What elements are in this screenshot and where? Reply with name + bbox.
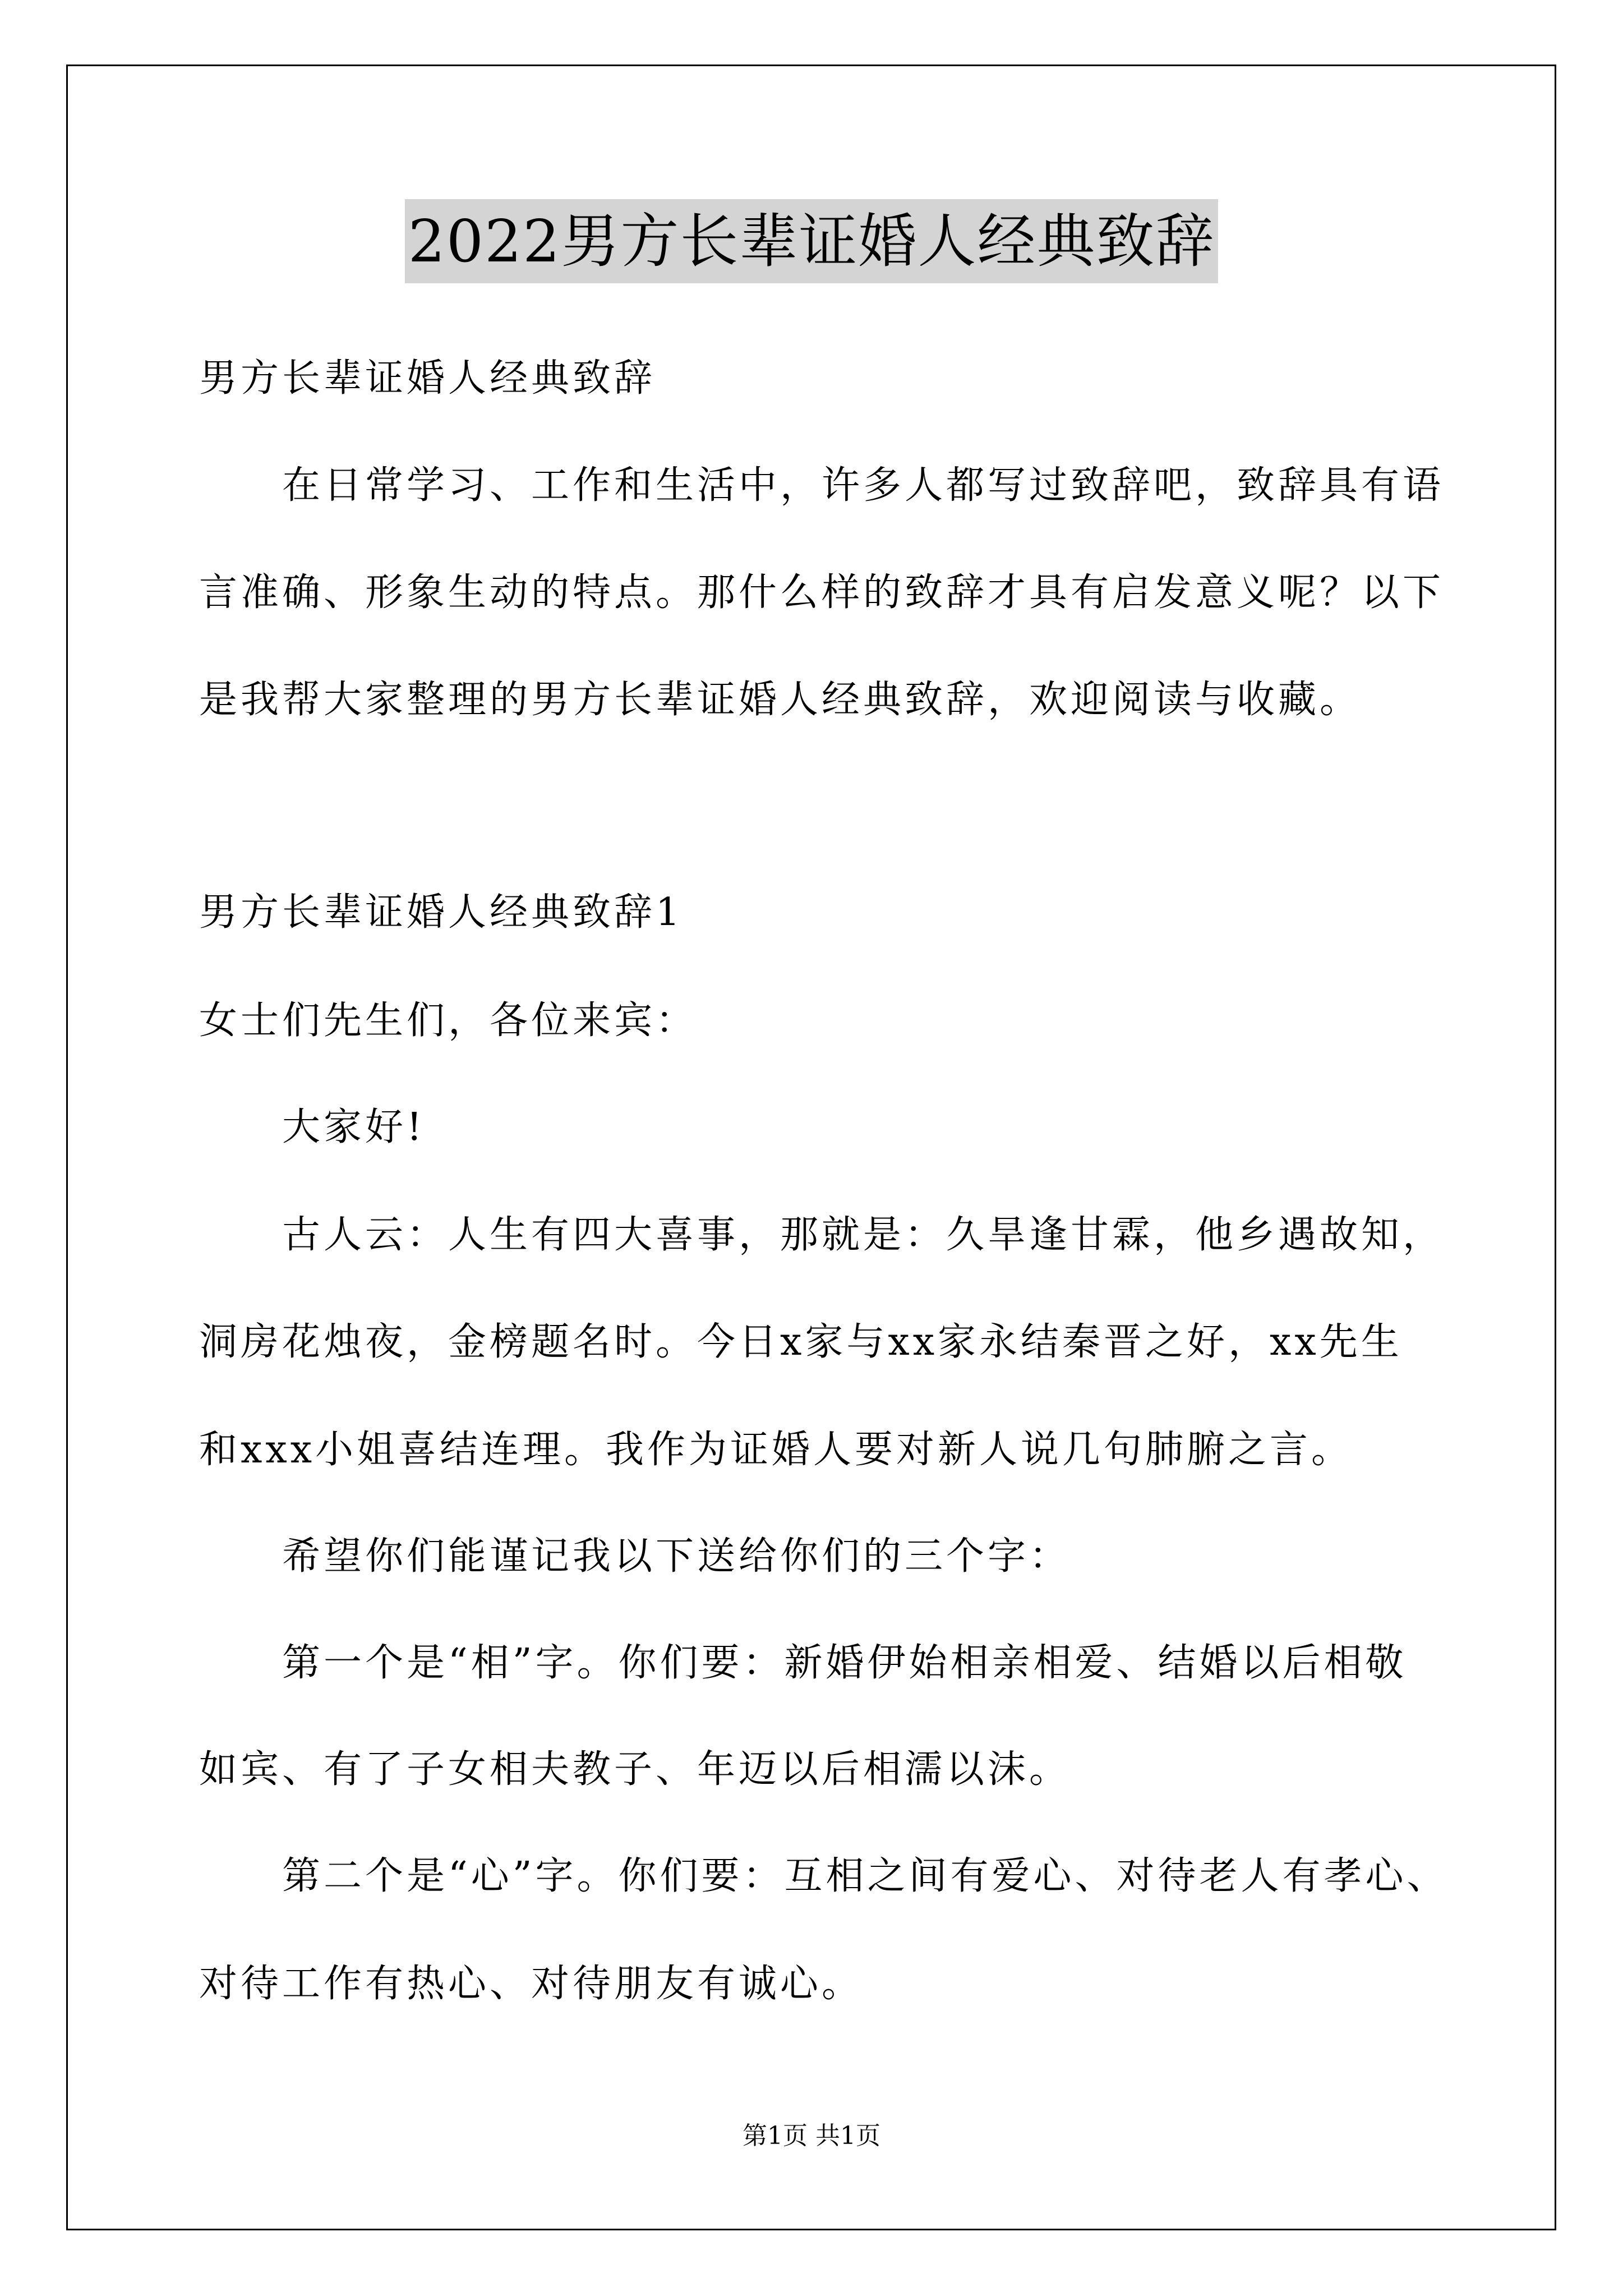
subtitle-line: 男方长辈证婚人经典致辞 (199, 356, 656, 401)
paragraph-line: 大家好! (282, 1105, 426, 1149)
paragraph-line: 第一个是“相”字。你们要：新婚伊始相亲相爱、结婚以后相敬 (282, 1641, 1407, 1685)
paragraph-line: 第二个是“心”字。你们要：互相之间有爱心、对待老人有孝心、 (282, 1854, 1449, 1898)
paragraph-line: 言准确、形象生动的特点。那什么样的致辞才具有启发意义呢？以下 (199, 570, 1445, 615)
title-container (0, 199, 1623, 283)
section-heading: 男方长辈证婚人经典致辞1 (199, 890, 684, 935)
page-number-footer: 第1页 共1页 (743, 2122, 880, 2150)
paragraph-line: 古人云：人生有四大喜事，那就是：久旱逢甘霖，他乡遇故知， (282, 1213, 1445, 1257)
paragraph-line: 在日常学习、工作和生活中，许多人都写过致辞吧，致辞具有语 (282, 463, 1445, 508)
paragraph-line: 希望你们能谨记我以下送给你们的三个字： (282, 1534, 1071, 1579)
paragraph-line: 洞房花烛夜，金榜题名时。今日x家与xx家永结秦晋之好，xx先生 (199, 1320, 1403, 1364)
paragraph-line: 对待工作有热心、对待朋友有诚心。 (199, 1962, 864, 2006)
paragraph-line: 女士们先生们，各位来宾： (199, 999, 698, 1043)
document-title: 2022男方长辈证婚人经典致辞 (405, 199, 1219, 283)
paragraph-line: 和xxx小姐喜结连理。我作为证婚人要对新人说几句肺腑之言。 (199, 1428, 1353, 1472)
paragraph-line: 如宾、有了子女相夫教子、年迈以后相濡以沫。 (199, 1747, 1071, 1792)
paragraph-line: 是我帮大家整理的男方长辈证婚人经典致辞，欢迎阅读与收藏。 (199, 678, 1362, 722)
